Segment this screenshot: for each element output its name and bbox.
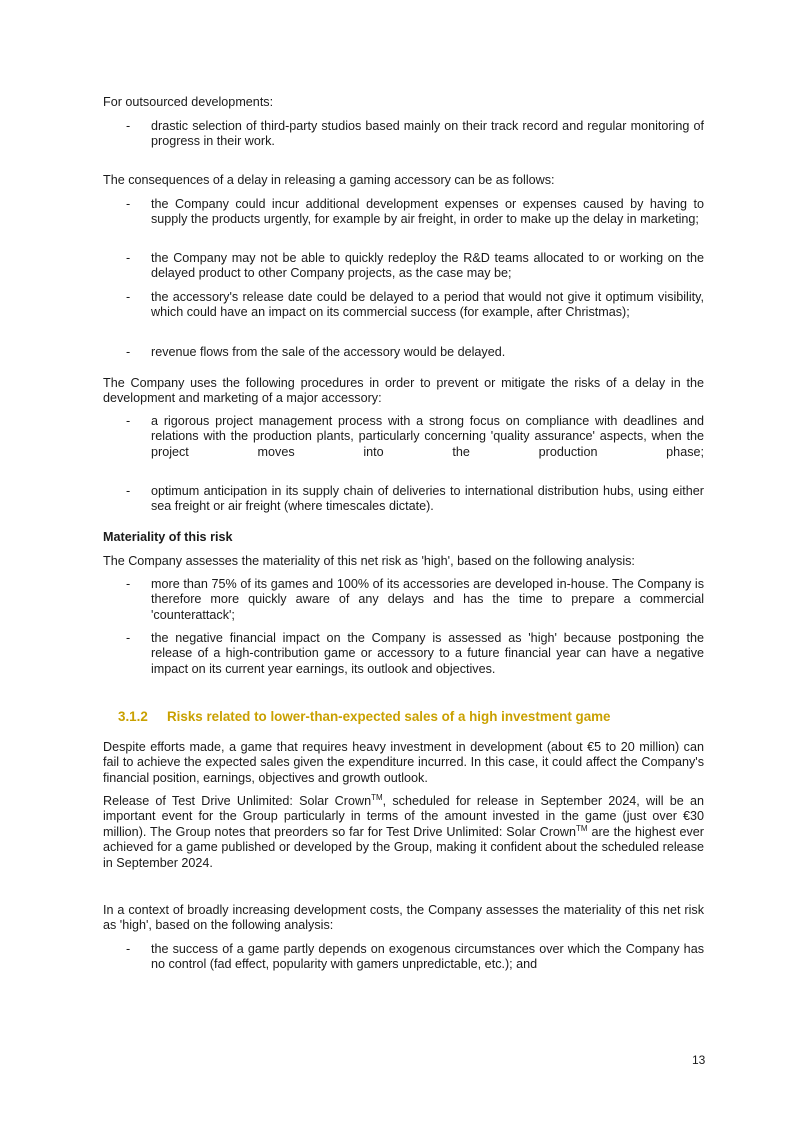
list-item-text: the accessory's release date could be delayed to a period that would not give it optimum visibility, which could have an impact on its commercial success (for example, after Christmas); [151,290,704,320]
section-heading [118,709,611,724]
list-dash: - [126,631,131,645]
section-number: 3.1.2 [118,709,148,724]
trademark-mark: TM [371,793,383,802]
list-item-text: the negative financial impact on the Company is assessed as 'high' because postponing the release of a high-contribution game or accessory to a future financial year can have a negative impact on its current year earnings, its outlook and objectives. [151,631,704,676]
list-item-text: more than 75% of its games and 100% of its accessories are developed in-house. The Company is therefore more quickly aware of any delays and has the time to prepare a commercial 'counterattack'; [151,577,704,622]
trademark-mark: TM [576,823,588,833]
page-number: 13 [692,1053,706,1067]
list-dash: - [126,345,131,359]
list-item-text: drastic selection of third-party studios based mainly on their track record and regular monitoring of progress in their work. [151,119,704,149]
paragraph-text: , scheduled for release in September 2024, will be an important event for the Group particularly in terms of the amount invested in the game (just over €30 million). The Group notes that preorders so far for Test Drive Unlimited: Solar Crown [103,794,704,839]
outsourced-intro: For outsourced developments: [103,95,274,109]
paragraph-text: Release of Test Drive Unlimited: Solar Crown [103,794,372,808]
list-item-text: the Company may not be able to quickly redeploy the R&D teams allocated to or working on the delayed product to other Company projects, as the case may be; [151,251,704,281]
list-item-text: a rigorous project management process with a strong focus on compliance with deadlines and relations with the production plants, particularly concerning 'quality assurance' aspects, when the project moves into the production phase; [151,414,704,459]
list-dash: - [126,414,131,428]
section-title: Risks related to lower-than-expected sales of a high investment game [167,709,611,724]
paragraph-text: are the highest ever achieved for a game published or developed by the Group, making it confident about the scheduled release in September 2024. [103,824,704,870]
list-dash: - [126,577,131,591]
list-item-text: the success of a game partly depends on exogenous circumstances over which the Company has no control (fad effect, popularity with gamers unpredictable, etc.); and [151,942,704,972]
procedures-intro: The Company uses the following procedures in order to prevent or mitigate the risks of a delay in the development and marketing of a major accessory: [103,376,704,406]
list-dash: - [126,290,131,304]
list-dash: - [126,942,131,956]
materiality-intro: The Company assesses the materiality of this net risk as 'high', based on the following analysis: [103,554,635,568]
list-dash: - [126,251,131,265]
list-dash: - [126,119,131,133]
list-item-text: optimum anticipation in its supply chain of deliveries to international distribution hubs, using either sea freight or air freight (where timescales dictate). [151,484,704,514]
section-paragraph [103,794,704,871]
list-item-text: revenue flows from the sale of the accessory would be delayed. [151,345,506,359]
list-item-text: the Company could incur additional development expenses or expenses caused by having to supply the products urgently, for example by air freight, in order to make up the delay in marketing; [151,197,704,227]
context-intro: In a context of broadly increasing development costs, the Company assesses the materiality of this net risk as 'high', based on the following analysis: [103,903,704,933]
list-dash: - [126,484,131,498]
list-dash: - [126,197,131,211]
delay-intro: The consequences of a delay in releasing a gaming accessory can be as follows: [103,173,555,187]
section-paragraph: Despite efforts made, a game that requires heavy investment in development (about €5 to 20 million) can fail to achieve the expected sales given the expenditure incurred. In this case, it could affect the Company's financial position, earnings, objectives and growth outlook. [103,740,704,785]
materiality-heading: Materiality of this risk [103,530,233,544]
